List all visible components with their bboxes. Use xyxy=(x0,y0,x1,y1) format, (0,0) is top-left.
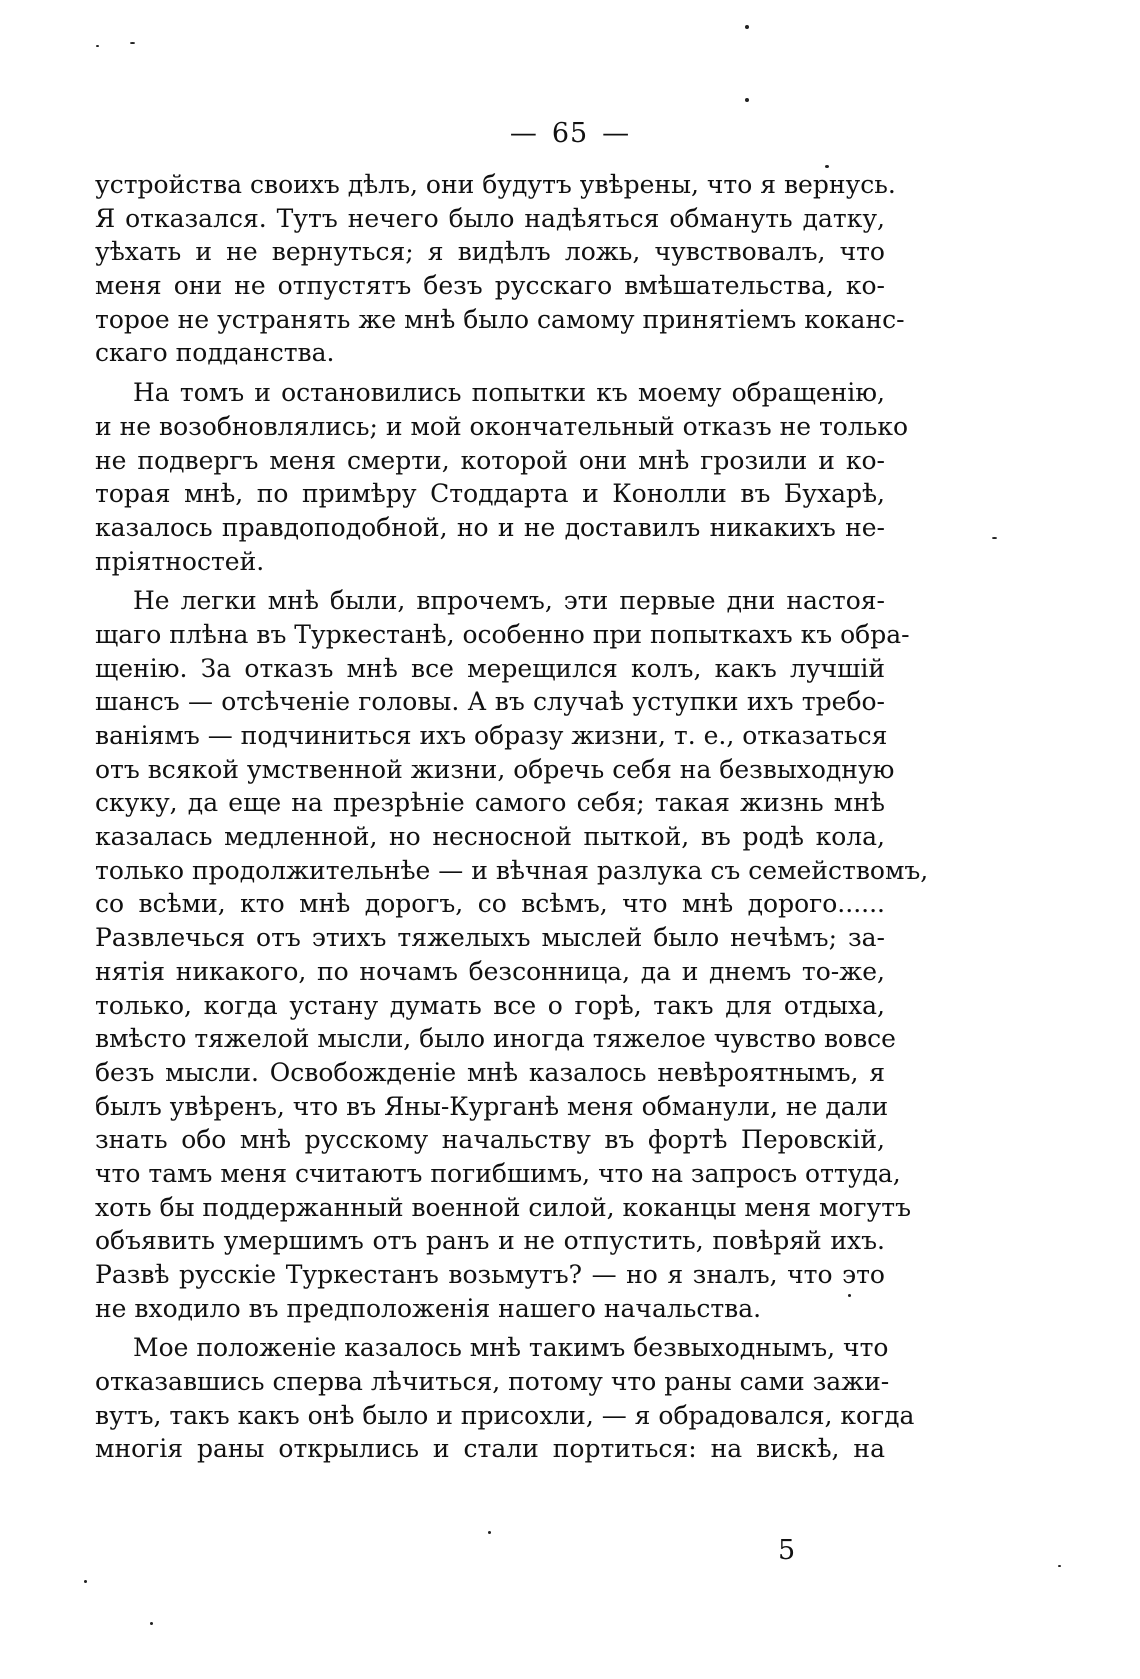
text-line: пріятностей. xyxy=(95,546,265,576)
text-line: ваніямъ — подчиниться ихъ образу жизни, т. е., отказаться xyxy=(95,721,888,750)
page-header xyxy=(0,118,1140,149)
scan-speck xyxy=(848,1294,851,1297)
scan-speck xyxy=(488,1531,491,1534)
paragraph-3 xyxy=(95,584,929,1325)
text-line: На томъ и остановились попытки къ моему обращенію, xyxy=(133,378,885,408)
text-line: и не возобновлялись; и мой окончательный отказъ не только xyxy=(95,411,909,441)
text-line: Развѣ русскіе Туркестанъ возьмутъ? — но я зналъ, что это xyxy=(95,1260,885,1289)
text-line: щенію. За отказъ мнѣ все мерещился колъ, какъ лучшій xyxy=(95,653,885,683)
header-dash-left: — xyxy=(509,118,538,149)
text-line: Не легки мнѣ были, впрочемъ, эти первые дни настоя- xyxy=(133,586,885,616)
page-body xyxy=(95,168,929,1472)
signature-number: 5 xyxy=(778,1535,796,1566)
scan-speck xyxy=(130,42,135,44)
text-line: только продолжительнѣе — и вѣчная разлука съ семействомъ, xyxy=(95,855,929,885)
text-line: нятія никакого, по ночамъ безсонница, да и днемъ то-же, xyxy=(95,956,885,986)
paragraph-4 xyxy=(95,1331,915,1466)
text-line: Мое положеніе казалось мнѣ такимъ безвыходнымъ, что xyxy=(133,1333,889,1363)
text-line: былъ увѣренъ, что въ Яны-Курганѣ меня обманули, не дали xyxy=(95,1091,889,1121)
text-line: торое не устранять же мнѣ было самому принятіемъ коканс- xyxy=(95,304,905,334)
text-line: скуку, да еще на презрѣніе самого себя; такая жизнь мнѣ xyxy=(95,788,885,818)
scan-speck xyxy=(84,1580,87,1583)
text-line: знать обо мнѣ русскому начальству въ фортѣ Перовскій, xyxy=(95,1125,885,1155)
page-number: 65 xyxy=(551,118,589,149)
text-line: многія раны открылись и стали портиться: на вискѣ, на xyxy=(95,1434,885,1464)
text-line: что тамъ меня считаютъ погибшимъ, что на запросъ оттуда, xyxy=(95,1158,901,1188)
text-line: не подвергъ меня смерти, которой они мнѣ грозили и ко- xyxy=(95,445,885,475)
text-line: вутъ, такъ какъ онѣ было и присохли, — я обрадовался, когда xyxy=(95,1400,915,1430)
text-line: объявить умершимъ отъ ранъ и не отпустить, повѣряй ихъ. xyxy=(95,1226,885,1256)
text-line: уѣхать и не вернуться; я видѣлъ ложь, чувствовалъ, что xyxy=(95,237,885,267)
paragraph-1 xyxy=(95,168,905,370)
header-dash-right: — xyxy=(602,118,631,149)
text-line: Развлечься отъ этихъ тяжелыхъ мыслей было нечѣмъ; за- xyxy=(95,923,885,953)
text-line: только, когда устану думать все о горѣ, такъ для отдыха, xyxy=(95,990,885,1020)
text-line: вмѣсто тяжелой мысли, было иногда тяжелое чувство вовсе xyxy=(95,1024,896,1054)
text-line: отъ всякой умственной жизни, обречь себя на безвыходную xyxy=(95,754,895,784)
text-line: не входило въ предположенія нашего начальства. xyxy=(95,1293,762,1323)
text-line: щаго плѣна въ Туркестанѣ, особенно при попыткахъ къ обра- xyxy=(95,619,910,649)
scan-speck xyxy=(150,1622,153,1625)
text-line: хоть бы поддержанный военной силой, коканцы меня могутъ xyxy=(95,1192,911,1222)
scan-speck xyxy=(992,537,997,539)
scan-speck xyxy=(1058,1565,1061,1567)
text-line: отказавшись сперва лѣчиться, потому что раны сами зажи- xyxy=(95,1367,890,1397)
text-line: безъ мысли. Освобожденіе мнѣ казалось невѣроятнымъ, я xyxy=(95,1057,885,1087)
text-line: казалось правдоподобной, но и не доставилъ никакихъ не- xyxy=(95,512,885,542)
text-line: устройства своихъ дѣлъ, они будутъ увѣрены, что я вернусь. xyxy=(95,170,896,199)
scan-speck xyxy=(745,25,749,29)
paragraph-2 xyxy=(95,376,909,578)
scan-speck xyxy=(825,165,829,168)
scan-speck xyxy=(96,45,99,47)
text-line: скаго подданства. xyxy=(95,338,335,368)
text-line: торая мнѣ, по примѣру Стоддарта и Конолли въ Бухарѣ, xyxy=(95,479,885,509)
text-line: со всѣми, кто мнѣ дорогъ, со всѣмъ, что мнѣ дорого...... xyxy=(95,889,885,919)
text-line: Я отказался. Тутъ нечего было надѣяться обмануть датку, xyxy=(95,203,885,233)
text-line: меня они не отпустятъ безъ русскаго вмѣшательства, ко- xyxy=(95,271,885,301)
scan-speck xyxy=(745,98,749,102)
text-line: казалась медленной, но несносной пыткой, въ родѣ кола, xyxy=(95,822,885,852)
text-line: шансъ — отсѣченіе головы. А въ случаѣ уступки ихъ требо- xyxy=(95,687,885,717)
